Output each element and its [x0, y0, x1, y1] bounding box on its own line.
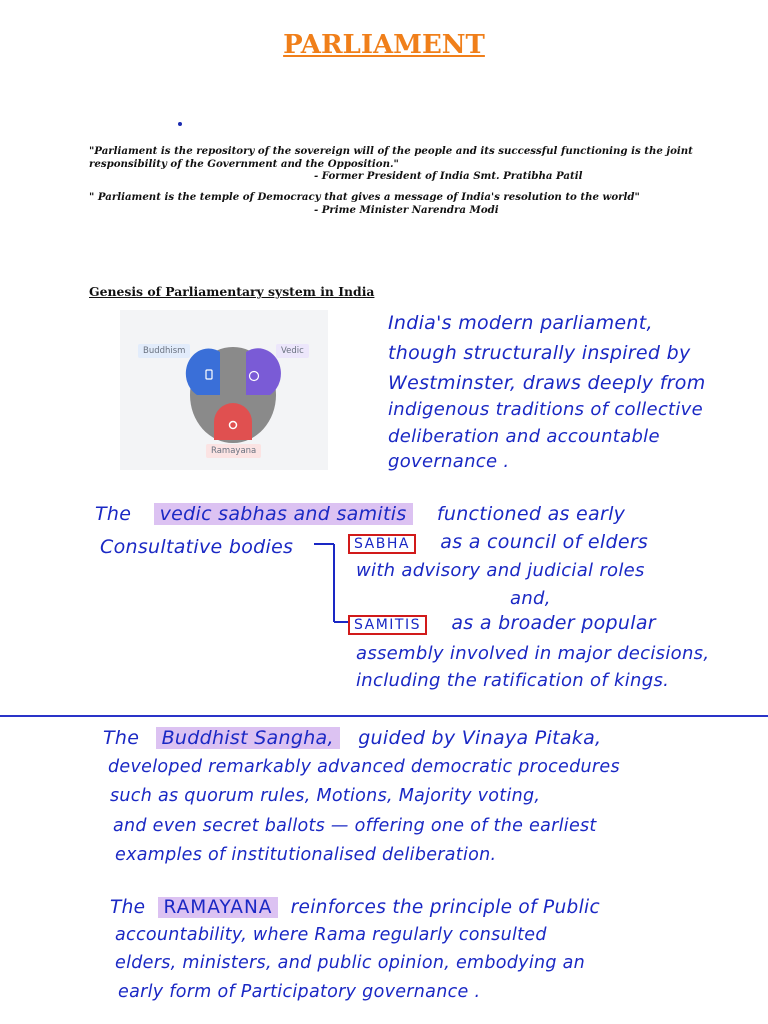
ramayana-line-4: early form of Participatory governance . — [118, 982, 481, 1002]
ramayana-after: reinforces the principle of Public — [290, 897, 600, 918]
label-buddhism: Buddhism — [138, 344, 190, 358]
genesis-diagram — [120, 310, 328, 470]
section-heading: Genesis of Parliamentary system in India — [89, 284, 375, 299]
vedic-segment — [246, 348, 281, 395]
quote-1-text: "Parliament is the repository of the sovereign will of the people and its successful functioning is the joint responsibility of the Government and the Opposition." — [89, 145, 693, 170]
samitis-line — [348, 612, 656, 634]
samitis-line-3: including the ratification of kings. — [356, 670, 670, 691]
intro-line-4: indigenous traditions of collective — [388, 399, 703, 420]
sabha-box: SABHA — [348, 534, 416, 554]
vedic-line-1 — [95, 503, 625, 525]
intro-line-6: governance . — [388, 451, 510, 472]
ramayana-the: The — [110, 897, 146, 918]
ramayana-line-2: accountability, where Rama regularly consulted — [115, 925, 547, 945]
vedic-line-2: Consultative bodies — [100, 536, 294, 558]
bracket-connector — [312, 530, 352, 630]
vedic-after: functioned as early — [436, 503, 626, 525]
page-title: PARLIAMENT — [283, 30, 485, 60]
sabha-line-2: with advisory and judicial roles — [356, 560, 645, 581]
diagram-graphic — [120, 310, 328, 470]
quote-2 — [89, 191, 749, 216]
buddhist-line-5: examples of institutionalised deliberation. — [115, 845, 497, 865]
ramayana-highlight: RAMAYANA — [158, 897, 279, 918]
vedic-highlight: vedic sabhas and samitis — [154, 503, 413, 525]
divider — [0, 715, 768, 717]
and-text: and, — [510, 588, 551, 609]
buddhist-line-3: such as quorum rules, Motions, Majority voting, — [110, 786, 541, 806]
sabha-line — [348, 531, 648, 553]
buddhist-highlight: Buddhist Sangha, — [156, 727, 340, 749]
intro-line-5: deliberation and accountable — [388, 426, 660, 447]
buddhism-segment — [186, 349, 220, 395]
label-ramayana: Ramayana — [206, 444, 261, 458]
buddhist-after: guided by Vinaya Pitaka, — [358, 727, 602, 749]
buddhist-line-2: developed remarkably advanced democratic procedures — [108, 757, 620, 777]
buddhist-line-4: and even secret ballots — offering one of the earliest — [113, 816, 597, 836]
intro-line-2: though structurally inspired by — [388, 342, 691, 364]
intro-line-3: Westminster, draws deeply from — [388, 372, 706, 394]
samitis-box: SAMITIS — [348, 615, 427, 635]
quote-1 — [89, 145, 749, 183]
ramayana-line-1 — [110, 897, 600, 918]
samitis-desc: as a broader popular — [451, 612, 656, 634]
samitis-line-2: assembly involved in major decisions, — [356, 643, 710, 664]
intro-line-1: India's modern parliament, — [388, 312, 653, 334]
quote-2-attribution: - Prime Minister Narendra Modi — [314, 203, 499, 216]
ink-dot — [178, 122, 182, 126]
quote-1-attribution: - Former President of India Smt. Pratibha Patil — [314, 170, 583, 183]
ramayana-line-3: elders, ministers, and public opinion, embodying an — [115, 953, 586, 973]
label-vedic: Vedic — [276, 344, 309, 358]
quote-2-text: " Parliament is the temple of Democracy that gives a message of India's resolution to the world" — [89, 191, 640, 203]
buddhist-the: The — [103, 727, 140, 749]
buddhist-line-1 — [103, 727, 601, 749]
sabha-desc: as a council of elders — [440, 531, 649, 553]
vedic-the: The — [95, 503, 132, 525]
